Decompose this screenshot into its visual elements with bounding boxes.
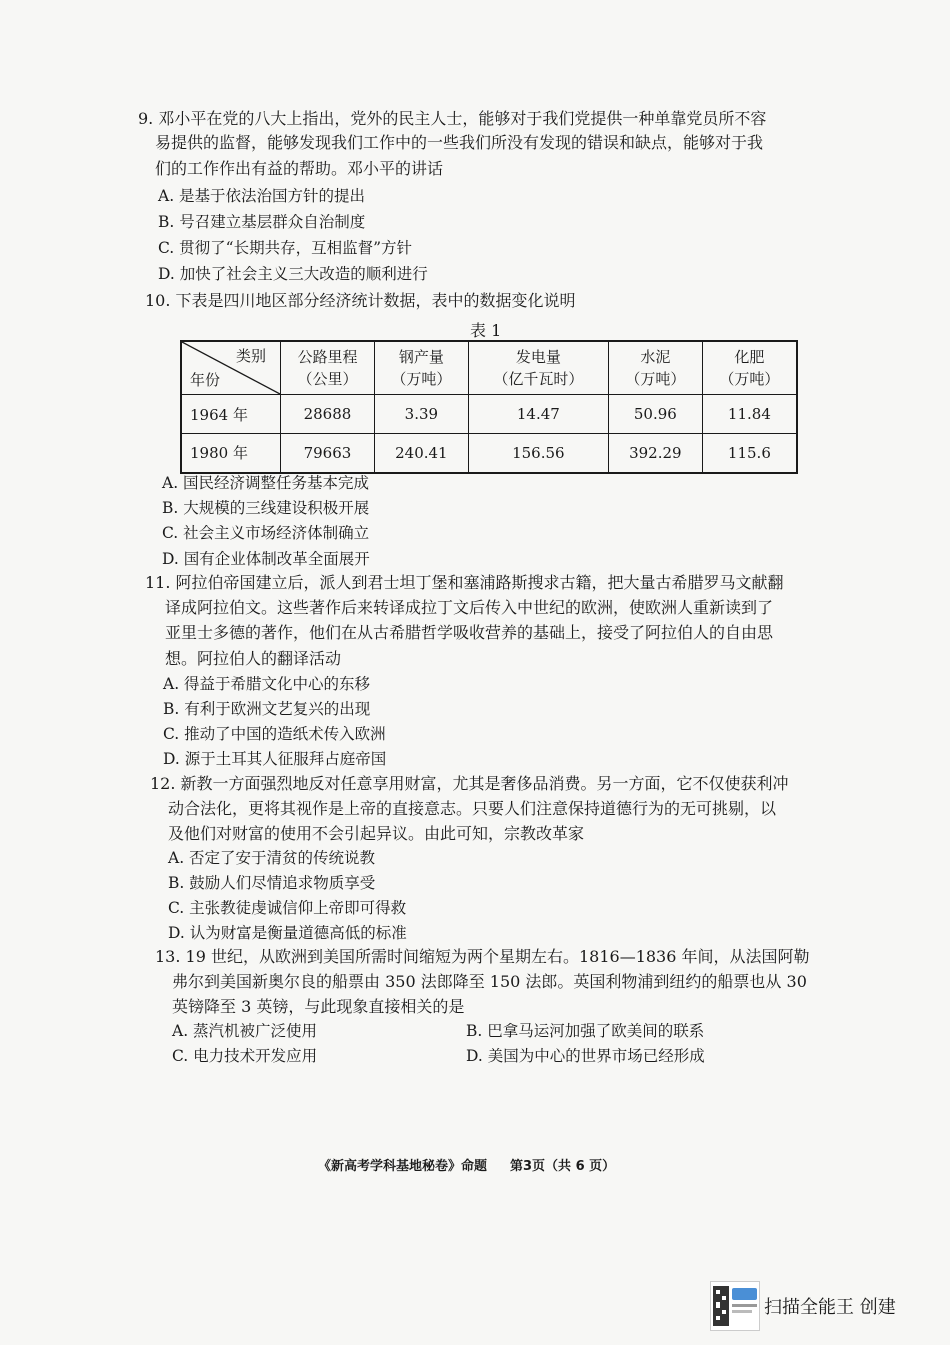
- question-13-option-a: A. 蒸汽机被广泛使用: [172, 1022, 318, 1040]
- table-cell: 50.96: [608, 395, 702, 434]
- header-name: 公路里程: [297, 348, 358, 366]
- question-12-stem-line-3: 及他们对财富的使用不会引起异议。由此可知，宗教改革家: [168, 824, 585, 843]
- question-9-option-a: A. 是基于依法治国方针的提出: [158, 187, 366, 205]
- question-13-stem-line-3: 英镑降至 3 英镑，与此现象直接相关的是: [172, 997, 465, 1016]
- header-highway: [281, 341, 375, 395]
- question-12-stem-line-1: 12. 新教一方面强烈地反对任意享用财富，尤其是奢侈品消费。另一方面，它不仅使获利冲: [150, 774, 789, 793]
- question-13-option-d: D. 美国为中心的世界市场已经形成: [466, 1047, 705, 1065]
- table-cell: 240.41: [374, 434, 468, 473]
- table-cell: 392.29: [608, 434, 702, 473]
- question-10-option-a: A. 国民经济调整任务基本完成: [162, 474, 370, 492]
- question-12-option-d: D. 认为财富是衡量道德高低的标准: [168, 924, 407, 942]
- question-9-stem-line-2: 易提供的监督，能够发现我们工作中的一些我们所没有发现的错误和缺点，能够对于我: [155, 133, 764, 152]
- scanner-brand-label: 扫描全能王 创建: [764, 1297, 896, 1318]
- header-unit: （万吨）: [719, 370, 780, 388]
- table-cell: 79663: [281, 434, 375, 473]
- header-cement: [608, 341, 702, 395]
- table-header-row: [181, 341, 797, 395]
- table-cell: 156.56: [468, 434, 608, 473]
- question-9-option-d: D. 加快了社会主义三大改造的顺利进行: [158, 265, 428, 283]
- question-10-option-d: D. 国有企业体制改革全面展开: [162, 550, 370, 568]
- question-11-option-d: D. 源于土耳其人征服拜占庭帝国: [163, 750, 387, 768]
- table-corner-cell: [181, 341, 281, 395]
- question-11-stem-line-1: 11. 阿拉伯帝国建立后，派人到君士坦丁堡和塞浦路斯搜求古籍，把大量古希腊罗马文献翻: [145, 573, 784, 592]
- header-name: 水泥: [640, 348, 671, 366]
- question-11-option-b: B. 有利于欧洲文艺复兴的出现: [163, 700, 371, 718]
- question-12-option-b: B. 鼓励人们尽情追求物质享受: [168, 874, 376, 892]
- header-unit: （亿千瓦时）: [493, 370, 584, 388]
- footer-source: 《新高考学科基地秘卷》命题: [318, 1159, 488, 1174]
- question-12-stem-line-2: 动合法化，更将其视作是上帝的直接意志。只要人们注意保持道德行为的无可挑剔，以: [168, 799, 777, 818]
- table-row: [181, 395, 797, 434]
- question-12-option-c: C. 主张教徒虔诚信仰上帝即可得救: [168, 899, 407, 917]
- statistics-table: [180, 340, 798, 474]
- header-steel: [374, 341, 468, 395]
- row-year: 1980 年: [181, 434, 281, 473]
- header-unit: （万吨）: [625, 370, 686, 388]
- question-10-stem: 10. 下表是四川地区部分经济统计数据，表中的数据变化说明: [145, 291, 576, 310]
- question-10-option-c: C. 社会主义市场经济体制确立: [162, 524, 370, 542]
- question-11-option-c: C. 推动了中国的造纸术传入欧洲: [163, 725, 386, 743]
- question-13-stem-line-2: 弗尔到美国新奥尔良的船票由 350 法郎降至 150 法郎。英国利物浦到纽约的船票也从 30: [172, 972, 807, 991]
- table-cell: 14.47: [468, 395, 608, 434]
- question-9-option-b: B. 号召建立基层群众自治制度: [158, 213, 366, 231]
- header-fertilizer: [702, 341, 797, 395]
- question-13-option-c: C. 电力技术开发应用: [172, 1047, 318, 1065]
- table-cell: 11.84: [702, 395, 797, 434]
- corner-year-label: 年份: [190, 371, 221, 389]
- question-9-option-c: C. 贯彻了“长期共存，互相监督”方针: [158, 239, 413, 257]
- header-name: 化肥: [734, 348, 765, 366]
- header-name: 钢产量: [398, 348, 444, 366]
- question-12-option-a: A. 否定了安于清贫的传统说教: [168, 849, 376, 867]
- table-caption: 表 1: [470, 321, 502, 340]
- footer-page-number: 第3页（共 6 页）: [510, 1159, 616, 1174]
- question-13-option-b: B. 巴拿马运河加强了欧美间的联系: [466, 1022, 705, 1040]
- question-11-stem-line-3: 亚里士多德的著作，他们在从古希腊哲学吸收营养的基础上，接受了阿拉伯人的自由思: [165, 623, 774, 642]
- header-unit: （公里）: [297, 370, 358, 388]
- table-row: [181, 434, 797, 473]
- header-unit: （万吨）: [391, 370, 452, 388]
- row-year: 1964 年: [181, 395, 281, 434]
- qr-code-icon: [710, 1281, 760, 1331]
- table-cell: 28688: [281, 395, 375, 434]
- question-9-stem-line-3: 们的工作作出有益的帮助。邓小平的讲话: [155, 159, 444, 178]
- header-name: 发电量: [515, 348, 561, 366]
- question-10-option-b: B. 大规模的三线建设积极开展: [162, 499, 370, 517]
- table-cell: 3.39: [374, 395, 468, 434]
- header-power: [468, 341, 608, 395]
- question-11-stem-line-4: 想。阿拉伯人的翻译活动: [165, 649, 342, 668]
- question-11-option-a: A. 得益于希腊文化中心的东移: [163, 675, 371, 693]
- question-11-stem-line-2: 译成阿拉伯文。这些著作后来转译成拉丁文后传入中世纪的欧洲，使欧洲人重新读到了: [165, 598, 774, 617]
- question-13-stem-line-1: 13. 19 世纪，从欧洲到美国所需时间缩短为两个星期左右。1816—1836 年间，从法国阿勒: [155, 947, 810, 966]
- question-9-stem-line-1: 9. 邓小平在党的八大上指出，党外的民主人士，能够对于我们党提供一种单靠党员所不容: [138, 109, 767, 128]
- table-cell: 115.6: [702, 434, 797, 473]
- corner-category-label: 类别: [235, 347, 266, 365]
